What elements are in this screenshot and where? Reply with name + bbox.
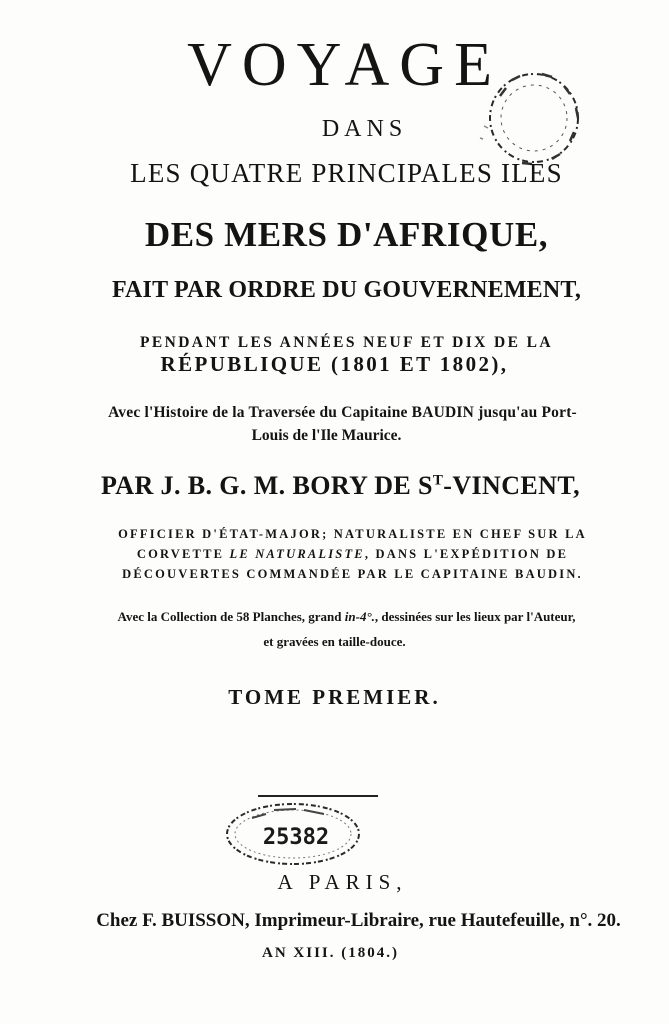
- oval-inventory-stamp-icon: [222, 800, 364, 868]
- ship-name: LE NATURALISTE: [229, 547, 365, 561]
- volume-label: TOME PREMIER.: [228, 685, 441, 709]
- imprint-city: A PARIS,: [277, 870, 408, 894]
- imprint-date: AN XIII. (1804.): [262, 945, 399, 961]
- credentials-expedition-label: , DANS L'EXPÉDITION DE: [364, 547, 569, 561]
- subtitle-pendant-annees: PENDANT LES ANNÉES NEUF ET DIX DE LA: [140, 334, 553, 351]
- subtitle-republique-dates: RÉPUBLIQUE (1801 ET 1802),: [160, 352, 509, 376]
- plates-format: in-4°.: [344, 609, 375, 624]
- subtitle-dans: DANS: [321, 116, 408, 142]
- subtitle-quatre-iles: LES QUATRE PRINCIPALES ILES: [130, 158, 563, 188]
- book-title: VOYAGE: [187, 31, 502, 99]
- plates-note-text-b: , dessinées sur les lieux par l'Auteur,: [374, 609, 576, 624]
- history-note-line-1: Avec l'Histoire de la Traversée du Capitaine BAUDIN jusqu'au Port-: [108, 404, 577, 421]
- history-note-line-2: Louis de l'Ile Maurice.: [251, 427, 402, 444]
- author-name-superscript: T: [432, 472, 444, 489]
- inventory-number: 25382: [262, 825, 330, 850]
- plates-note-line-1: [12, 609, 669, 625]
- plates-note-text-a: Avec la Collection de 58 Planches, grand: [117, 609, 345, 624]
- imprint-publisher: Chez F. BUISSON, Imprimeur-Libraire, rue Hautefeuille, n°. 20.: [96, 910, 621, 931]
- subtitle-mers-afrique: DES MERS D'AFRIQUE,: [144, 215, 549, 254]
- author-name-prefix: PAR J. B. G. M. BORY DE S: [100, 471, 433, 500]
- credentials-corvette-label: CORVETTE: [136, 547, 230, 561]
- separator-rule: [258, 795, 378, 797]
- author-name-suffix: -VINCENT,: [443, 471, 581, 500]
- author-credentials-line-2: [18, 547, 669, 562]
- author-line: [6, 471, 669, 501]
- author-credentials-line-3: DÉCOUVERTES COMMANDÉE PAR LE CAPITAINE BAUDIN.: [122, 567, 583, 581]
- subtitle-fait-par-ordre: FAIT PAR ORDRE DU GOUVERNEMENT,: [111, 277, 582, 303]
- author-credentials-line-1: OFFICIER D'ÉTAT-MAJOR; NATURALISTE EN CHEF SUR LA: [118, 527, 587, 541]
- plates-note-line-2: et gravées en taille-douce.: [263, 634, 406, 649]
